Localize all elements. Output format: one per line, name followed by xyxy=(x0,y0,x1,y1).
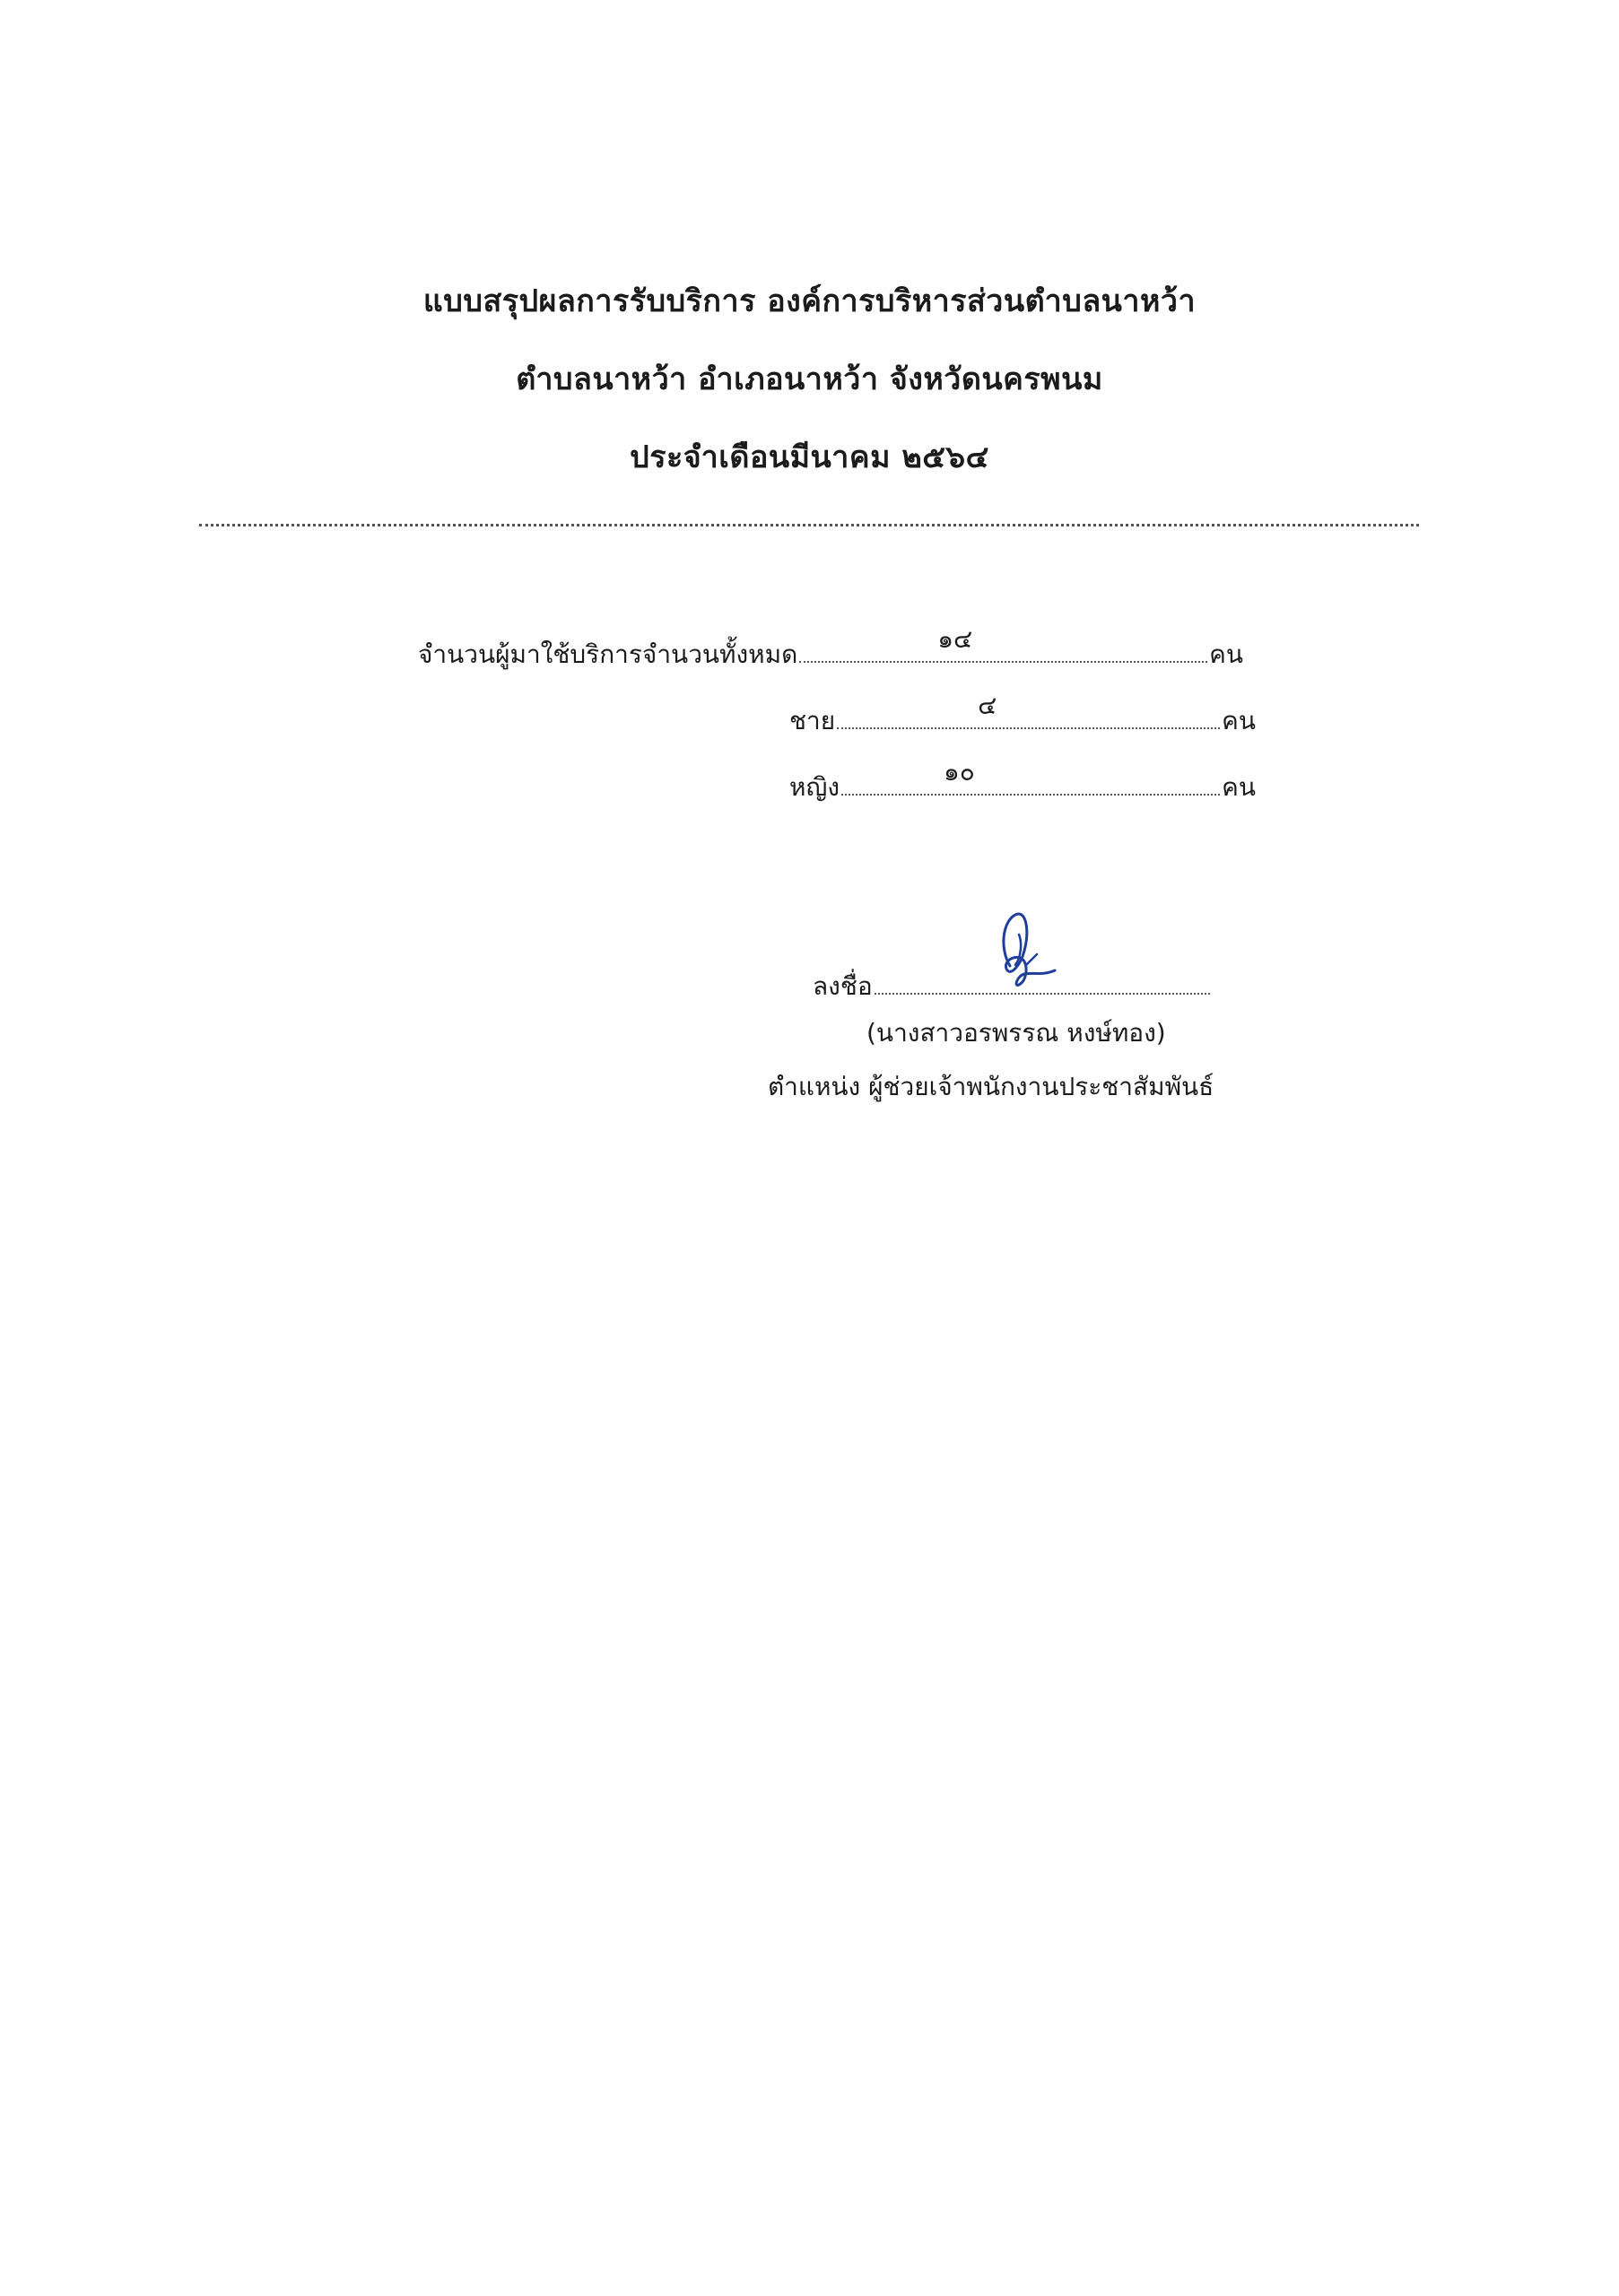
document-title-line-3: ประจำเดือนมีนาคม ๒๕๖๔ xyxy=(630,439,989,475)
female-users-unit: คน xyxy=(1222,772,1256,802)
signatory-position: ตำแหน่ง ผู้ช่วยเจ้าพนักงานประชาสัมพันธ์ xyxy=(768,1072,1214,1101)
female-users-row xyxy=(789,757,1256,807)
total-users-fill-line xyxy=(799,624,1207,663)
female-users-label: หญิง xyxy=(789,772,840,802)
total-users-value: ๑๔ xyxy=(936,620,974,659)
male-users-label: ชาย xyxy=(789,706,836,735)
document-title-line-2: ตำบลนาหว้า อำเภอนาหว้า จังหวัดนครพนม xyxy=(516,361,1103,397)
handwritten-signature xyxy=(983,899,1064,997)
total-users-unit: คน xyxy=(1209,639,1243,669)
male-users-fill-line xyxy=(837,691,1220,729)
signatory-name: (นางสาวอรพรรณ หงษ์ทอง) xyxy=(866,1018,1166,1048)
male-users-unit: คน xyxy=(1222,706,1256,735)
signature-label: ลงชื่อ xyxy=(813,971,873,1001)
female-users-fill-line xyxy=(841,757,1220,796)
male-users-row xyxy=(789,691,1256,741)
female-users-value: ๑๐ xyxy=(942,752,977,792)
document-title-line-1: แบบสรุปผลการรับบริการ องค์การบริหารส่วนตำบลนาหว้า xyxy=(422,283,1197,319)
total-users-label: จำนวนผู้มาใช้บริการจำนวนทั้งหมด xyxy=(418,639,798,669)
dotted-divider xyxy=(199,524,1419,526)
male-users-value: ๔ xyxy=(976,686,998,726)
total-users-row xyxy=(418,624,1243,674)
